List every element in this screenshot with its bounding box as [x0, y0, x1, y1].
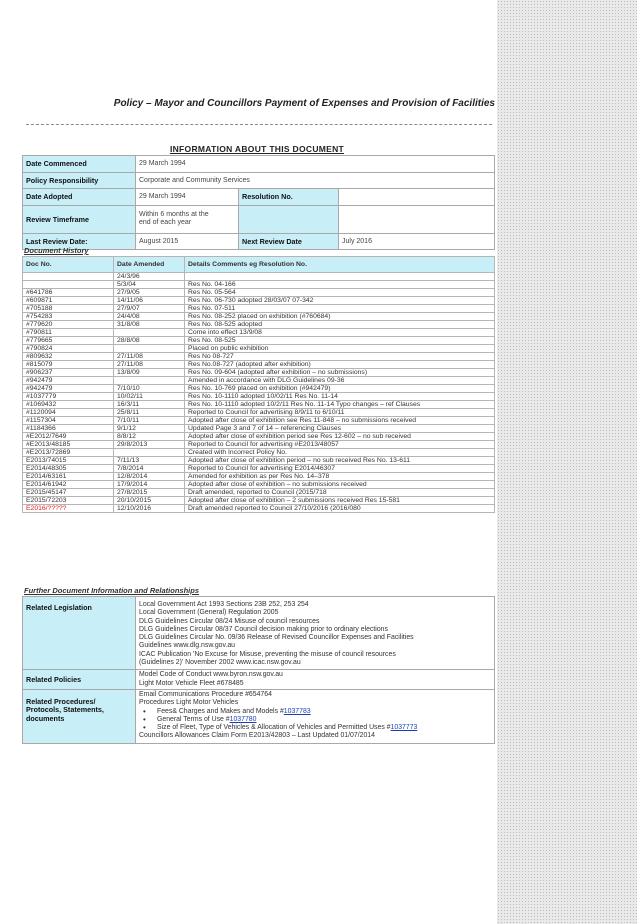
history-details: Res No. 09-604 (adopted after exhibition – no submissions)	[185, 369, 495, 377]
review-timeframe-label: Review Timeframe	[23, 205, 136, 233]
history-date-amended	[114, 377, 185, 385]
history-date-amended	[114, 345, 185, 353]
history-header-row	[23, 257, 495, 273]
history-date-amended: 24/3/96	[114, 273, 185, 281]
history-doc-no: #705188	[23, 305, 114, 313]
history-details: Res No 08-727	[185, 353, 495, 361]
history-doc-no: #E2012/7649	[23, 433, 114, 441]
review-empty-cell	[239, 205, 339, 233]
history-details: Reported to Council for advertising 8/9/11 to 6/10/11	[185, 409, 495, 417]
history-details: Come into effect 13/9/08	[185, 329, 495, 337]
history-row	[23, 497, 495, 505]
history-row	[23, 473, 495, 481]
history-details: Adopted after close of exhibition period – no sub received Res No. 13-611	[185, 457, 495, 465]
next-review-value: July 2016	[339, 233, 495, 250]
history-date-amended: 25/8/11	[114, 409, 185, 417]
fees-charges-link[interactable]: 1037783	[283, 707, 311, 715]
procedure-bullet	[139, 708, 491, 716]
policy-title: Policy – Mayor and Councillors Payment of Expenses and Provision of Facilities	[113, 98, 495, 109]
history-doc-no: #779665	[23, 337, 114, 345]
legislation-line: ICAC Publication 'No Excuse for Misuse, preventing the misuse of council resources	[139, 650, 396, 658]
history-details: Amended in accordance with DLG Guidelines 09-36	[185, 377, 495, 385]
history-doc-no: E2016/?????	[23, 505, 114, 513]
history-details: Adopted after close of exhibition – 2 submissions received Res 15-581	[185, 497, 495, 505]
procedures-label-line: Related Procedures/	[26, 696, 96, 706]
history-doc-no: #906237	[23, 369, 114, 377]
history-details: Draft amended, reported to Council (2015/718	[185, 489, 495, 497]
history-row	[23, 393, 495, 401]
history-date-amended: 7/10/11	[114, 417, 185, 425]
history-row	[23, 417, 495, 425]
history-date-amended: 12/8/2014	[114, 473, 185, 481]
history-row	[23, 409, 495, 417]
history-details: Res No. 05-564	[185, 289, 495, 297]
related-legislation-label: Related Legislation	[23, 597, 136, 670]
history-doc-no: E2013/74015	[23, 457, 114, 465]
procedures-label-line: Protocols, Statements,	[26, 705, 104, 715]
history-doc-no: #641786	[23, 289, 114, 297]
history-date-amended: 13/8/09	[114, 369, 185, 377]
history-doc-no: #E2013/48185	[23, 441, 114, 449]
history-doc-no: E2015/45147	[23, 489, 114, 497]
history-details: Amended for exhibition as per Res No. 14–378	[185, 473, 495, 481]
review-timeframe-line1: Within 6 months at the	[139, 211, 209, 218]
related-legislation-value	[136, 597, 495, 670]
history-details	[185, 273, 495, 281]
history-doc-no: #1184366	[23, 425, 114, 433]
history-row	[23, 481, 495, 489]
history-doc-no: #790824	[23, 345, 114, 353]
date-commenced-label: Date Commenced	[23, 156, 136, 173]
history-row	[23, 345, 495, 353]
document-history-title: Document History	[24, 246, 89, 255]
history-details: Res No. 08-525 adopted	[185, 321, 495, 329]
history-date-amended: 7/11/13	[114, 457, 185, 465]
history-date-amended: 5/3/04	[114, 281, 185, 289]
history-date-amended: 7/8/2014	[114, 465, 185, 473]
title-divider	[26, 124, 492, 125]
history-row	[23, 377, 495, 385]
history-doc-no: #E2013/72869	[23, 449, 114, 457]
history-doc-no: #779620	[23, 321, 114, 329]
history-row	[23, 449, 495, 457]
history-row	[23, 385, 495, 393]
policy-responsibility-value: Corporate and Community Services	[136, 172, 495, 189]
history-row	[23, 369, 495, 377]
history-details: Adopted after close of exhibition see Res 11-848 – no submissions received	[185, 417, 495, 425]
history-details: Placed on public exhibition	[185, 345, 495, 353]
history-date-amended: 28/8/08	[114, 337, 185, 345]
history-date-amended	[114, 449, 185, 457]
history-date-amended: 27/9/07	[114, 305, 185, 313]
history-table	[22, 256, 495, 513]
further-info-title: Further Document Information and Relationships	[24, 586, 200, 595]
procedure-line: Councillors Allowances Claim Form E2013/42803 – Last Updated 01/07/2014	[139, 732, 375, 740]
history-details: Reported to Council for advertising #E2013/48057	[185, 441, 495, 449]
next-review-label: Next Review Date	[239, 233, 339, 250]
history-row	[23, 289, 495, 297]
legislation-line: DLG Guidelines Circular 08/37 Council decision making prior to ordinary elections	[139, 625, 388, 633]
history-date-amended: 29/8/2013	[114, 441, 185, 449]
history-details: Adopted after close of exhibition – no submissions received	[185, 481, 495, 489]
history-doc-no: #942479	[23, 385, 114, 393]
history-row	[23, 401, 495, 409]
date-commenced-value: 29 March 1994	[136, 156, 495, 173]
history-row	[23, 457, 495, 465]
history-details: Reported to Council for advertising E2014/46307	[185, 465, 495, 473]
last-review-value: August 2015	[136, 233, 239, 250]
history-row	[23, 441, 495, 449]
history-header-doc-no: Doc No.	[23, 257, 114, 273]
history-date-amended: 27/9/05	[114, 289, 185, 297]
history-date-amended: 17/9/2014	[114, 481, 185, 489]
history-doc-no: #815079	[23, 361, 114, 369]
info-table	[22, 155, 495, 250]
history-details: Draft amended reported to Council 27/10/2016 (2016/080	[185, 505, 495, 513]
page-gutter-pattern	[497, 0, 637, 924]
history-details: Res No. 10-1110 adopted 10/2/11 Res No. 11-14 Typo changes – ref Clauses	[185, 401, 495, 409]
history-doc-no: #1037779	[23, 393, 114, 401]
history-doc-no: #1157304	[23, 417, 114, 425]
history-details: Created with Incorrect Policy No.	[185, 449, 495, 457]
relationships-table	[22, 596, 495, 744]
history-row	[23, 313, 495, 321]
review-timeframe-line2: end of each year	[139, 219, 192, 226]
history-row	[23, 297, 495, 305]
history-row	[23, 361, 495, 369]
last-review-label: Last Review Date:	[23, 233, 136, 250]
history-date-amended: 27/8/2015	[114, 489, 185, 497]
legislation-line: Guidelines www.dlg.nsw.gov.au	[139, 642, 236, 650]
history-doc-no: E2014/61942	[23, 481, 114, 489]
policy-responsibility-label: Policy Responsibility	[23, 172, 136, 189]
history-row	[23, 337, 495, 345]
history-details: Res No. 10-1110 adopted 10/02/11 Res No. 11-14	[185, 393, 495, 401]
related-policies-label: Related Policies	[23, 670, 136, 690]
history-doc-no: #1069432	[23, 401, 114, 409]
history-row	[23, 305, 495, 313]
policy-line: Model Code of Conduct www.byron.nsw.gov.au	[139, 671, 283, 679]
policy-line: Light Motor Vehicle Fleet #678485	[139, 679, 244, 687]
bullet-text: Size of Fleet, Type of Vehicles & Allocation of Vehicles and Permitted Uses #	[157, 724, 391, 732]
history-date-amended: 27/11/08	[114, 361, 185, 369]
bullet-text: Fees& Charges and Makes and Models #	[157, 707, 284, 715]
history-doc-no: #790811	[23, 329, 114, 337]
procedure-bullet	[139, 716, 491, 724]
procedure-bullet	[139, 724, 491, 732]
history-row	[23, 273, 495, 281]
procedure-line: Procedures Light Motor Vehicles	[139, 699, 239, 707]
history-details: Updated Page 3 and 7 of 14 – referencing Clauses	[185, 425, 495, 433]
history-doc-no: #1120094	[23, 409, 114, 417]
history-details: Res No.08-727 (adopted after exhibition)	[185, 361, 495, 369]
date-adopted-label: Date Adopted	[23, 189, 136, 206]
history-row	[23, 353, 495, 361]
procedures-label-line: documents	[26, 713, 65, 723]
history-date-amended	[114, 329, 185, 337]
history-details: Res No. 08-252 placed on exhibition (#760684)	[185, 313, 495, 321]
legislation-line: DLG Guidelines Circular No. 09/36 Release of Revised Councillor Expenses and Facilities	[139, 634, 414, 642]
history-doc-no: #609871	[23, 297, 114, 305]
history-doc-no: #942479	[23, 377, 114, 385]
review-empty-value	[339, 205, 495, 233]
history-date-amended: 14/11/06	[114, 297, 185, 305]
history-date-amended: 24/4/08	[114, 313, 185, 321]
legislation-line: Local Government (General) Regulation 2005	[139, 609, 279, 617]
history-date-amended: 31/8/08	[114, 321, 185, 329]
history-row	[23, 425, 495, 433]
history-date-amended: 16/3/11	[114, 401, 185, 409]
legislation-line: (Guidelines 2)' November 2002 www.icac.nsw.gov.au	[139, 659, 301, 667]
history-row	[23, 505, 495, 513]
history-doc-no: E2014/48305	[23, 465, 114, 473]
history-row	[23, 465, 495, 473]
history-date-amended: 12/10/2016	[114, 505, 185, 513]
legislation-line: DLG Guidelines Circular 08/24 Misuse of council resources	[139, 617, 320, 625]
history-details: Res No. 07-511	[185, 305, 495, 313]
info-heading: INFORMATION ABOUT THIS DOCUMENT	[169, 144, 345, 154]
history-details: Res No. 10-769 placed on exhibition (#942479)	[185, 385, 495, 393]
history-date-amended: 27/11/08	[114, 353, 185, 361]
review-timeframe-value	[136, 205, 239, 233]
general-terms-link[interactable]: 1037780	[229, 715, 257, 723]
date-adopted-value: 29 March 1994	[136, 189, 239, 206]
history-doc-no	[23, 281, 114, 289]
history-doc-no: E2015/72203	[23, 497, 114, 505]
history-header-date-amended: Date Amended	[114, 257, 185, 273]
history-details: Res No. 08-525	[185, 337, 495, 345]
history-doc-no: #809632	[23, 353, 114, 361]
fleet-size-link[interactable]: 1037773	[390, 724, 418, 732]
history-date-amended: 7/10/10	[114, 385, 185, 393]
history-details: Adopted after close of exhibition period see Res 12-602 – no sub received	[185, 433, 495, 441]
history-doc-no: #754283	[23, 313, 114, 321]
related-procedures-label	[23, 689, 136, 743]
history-date-amended: 10/02/11	[114, 393, 185, 401]
history-row	[23, 329, 495, 337]
procedure-line: Email Communications Procedure #654764	[139, 690, 272, 698]
history-date-amended: 20/10/2015	[114, 497, 185, 505]
history-doc-no: E2014/63161	[23, 473, 114, 481]
history-table-body	[23, 257, 495, 513]
history-header-details: Details Comments eg Resolution No.	[185, 257, 495, 273]
related-policies-value	[136, 670, 495, 690]
history-doc-no	[23, 273, 114, 281]
history-date-amended: 8/8/12	[114, 433, 185, 441]
history-row	[23, 433, 495, 441]
resolution-value	[339, 189, 495, 206]
history-row	[23, 281, 495, 289]
history-row	[23, 321, 495, 329]
legislation-line: Local Government Act 1993 Sections 23B 252, 253 254	[139, 601, 309, 608]
bullet-text: General Terms of Use #	[157, 715, 230, 723]
related-procedures-value	[136, 689, 495, 743]
history-row	[23, 489, 495, 497]
history-details: Res No. 06-730 adopted 28/03/07 07-342	[185, 297, 495, 305]
history-date-amended: 9/1/12	[114, 425, 185, 433]
history-details: Res No. 04-166	[185, 281, 495, 289]
resolution-label: Resolution No.	[239, 189, 339, 206]
